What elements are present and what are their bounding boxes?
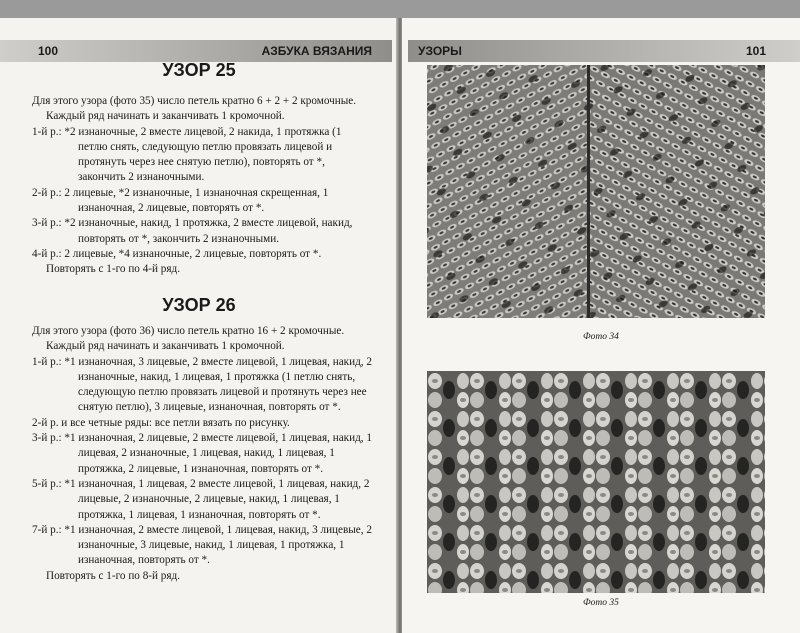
pattern-25-row-2: 2-й р.: 2 лицевые, *2 изнаночные, 1 изнаночная скрещенная, 1 изнаночная, 2 лицевые, повторять от *.: [32, 186, 329, 215]
pattern-26-row-7: 7-й р.: *1 изнаночная, 2 вместе лицевой, 1 лицевая, накид, 3 лицевые, 2 изнаночные, 3 лицевые, накид, 1 лицевая, 1 протяжка, 1 изнаночная, повторять от *.: [32, 523, 372, 567]
right-page: [402, 18, 800, 633]
pattern-26-row-2: 2-й р. и все четные ряды: все петли вязать по рисунку.: [32, 416, 290, 429]
pattern-25-heading: УЗОР 25: [162, 60, 236, 80]
pattern-26-row-3: 3-й р.: *1 изнаночная, 2 лицевые, 2 вместе лицевой, 1 лицевая, накид, 1 лицевая, 2 изнаночные, 1 лицевая, накид, 1 лицевая, 1 протяжка, 2 лицевые, 1 изнаночная, повторять от *.: [32, 432, 372, 475]
running-header: [0, 40, 392, 62]
running-header: [408, 40, 800, 62]
pattern-26-intro: Для этого узора (фото 36) число петель кратно 16 + 2 кромочные.: [32, 325, 345, 337]
photo-35-caption: Фото 35: [583, 598, 619, 608]
photo-34-caption: Фото 34: [583, 332, 619, 342]
knit-photo-34: [427, 65, 765, 318]
pattern-25-repeat: Повторять с 1-го по 4-й ряд.: [46, 263, 181, 276]
running-title: АЗБУКА ВЯЗАНИЯ: [261, 44, 372, 58]
pattern-25-row-4: 4-й р.: 2 лицевые, *4 изнаночные, 2 лицевые, повторять от *.: [32, 247, 322, 260]
pattern-26-row-1: 1-й р.: *1 изнаночная, 3 лицевые, 2 вместе лицевой, 1 лицевая, накид, 2 изнаночные, накид, 1 лицевая, 1 протяжка (1 петлю снять, следующую петлю провязать лицевой и протянуть через нее снятую петлю), 3 лицевые, изнаночная, повторять от *.: [32, 355, 372, 414]
knit-texture-cables: [427, 371, 765, 593]
left-page: [0, 18, 398, 633]
knit-texture-diagonal: [427, 65, 765, 318]
pattern-25-row-1: 1-й р.: *2 изнаночные, 2 вместе лицевой, 2 накида, 1 протяжка (1 петлю снять, следующую петлю провязать лицевой и протянуть через нее снятую петлю), повторять от *, закончить 2 изнаночными.: [32, 125, 342, 184]
pattern-26-row-5: 5-й р.: *1 изнаночная, 1 лицевая, 2 вместе лицевой, 1 лицевая, накид, 2 лицевые, 2 изнаночные, 2 лицевые, накид, 1 лицевая, 1 протяжка, 1 лицевая, 1 изнаночная, повторять от *.: [32, 477, 370, 521]
pattern-25-intro: Для этого узора (фото 35) число петель кратно 6 + 2 + 2 кромочные.: [32, 95, 357, 107]
pattern-26-edge: Каждый ряд начинать и заканчивать 1 кромочной.: [46, 340, 285, 353]
page-number: 100: [38, 44, 59, 58]
pattern-26-heading: УЗОР 26: [162, 295, 236, 315]
running-title: УЗОРЫ: [418, 44, 462, 58]
pattern-25-row-3: 3-й р.: *2 изнаночные, накид, 1 протяжка, 2 вместе лицевой, накид, повторять от *, закончить 2 изнаночными.: [32, 217, 353, 245]
page-number: 101: [745, 44, 766, 58]
pattern-26-repeat: Повторять с 1-го по 8-й ряд.: [46, 569, 181, 582]
pattern-25-text: [32, 94, 372, 278]
pattern-25-edge: Каждый ряд начинать и заканчивать 1 кромочной.: [46, 110, 285, 123]
pattern-26-text: [32, 324, 372, 584]
knit-photo-35: [427, 371, 765, 593]
